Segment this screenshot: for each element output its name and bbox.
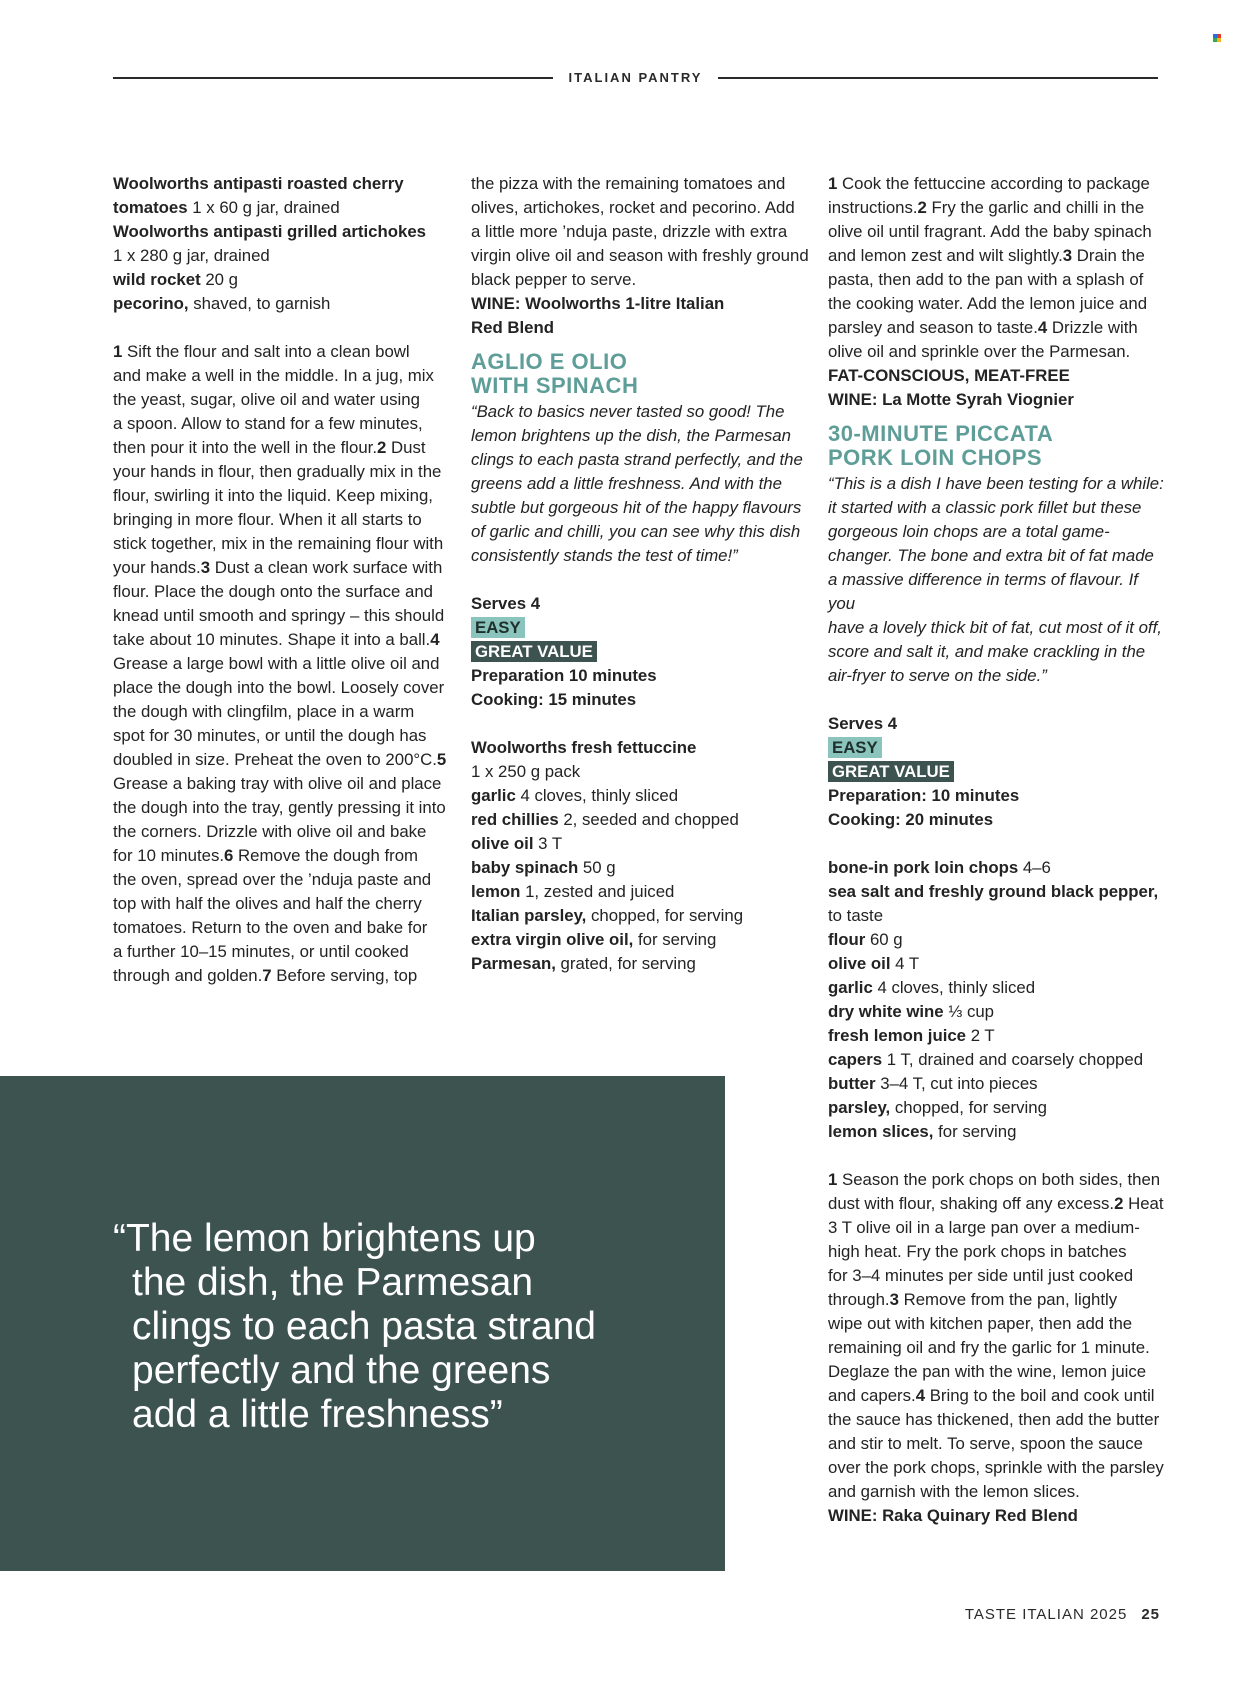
method-text: wipe out with kitchen paper, then add the: [828, 1314, 1133, 1333]
method-line: [113, 580, 453, 604]
method-text: Sift the flour and salt into a clean bowl: [122, 342, 410, 361]
recipe-title-piccata: 30-MINUTE PICCATA PORK LOIN CHOPS: [828, 421, 1054, 470]
recipe-title-aglio: AGLIO E OLIO WITH SPINACH: [471, 349, 639, 398]
intro-line: “Back to basics never tasted so good! The: [471, 402, 785, 421]
intro-line: clings to each pasta strand perfectly, and the: [471, 450, 803, 469]
step-number: 2: [917, 198, 927, 217]
easy-badge: EASY: [471, 617, 525, 638]
method-text: Season the pork chops on both sides, then: [837, 1170, 1161, 1189]
method-line: [828, 1384, 1168, 1408]
ingredient-line: [471, 784, 811, 808]
ingredient-quantity: 2 T: [966, 1026, 995, 1045]
method-text: Cook the fettuccine according to package: [837, 174, 1150, 193]
intro-line: air-fryer to serve on the side.”: [828, 666, 1047, 685]
ingredient-line: [471, 760, 811, 784]
pull-quote-line: add a little freshness”: [132, 1393, 503, 1436]
ingredient-name: lemon: [471, 882, 521, 901]
method-line: [113, 628, 453, 676]
method-text: Before serving, top: [271, 966, 418, 985]
method-text: the dough into the tray, gently pressing it into: [113, 798, 446, 817]
method-text: the corners. Drizzle with olive oil and bake: [113, 822, 427, 841]
ingredient-quantity: 50 g: [578, 858, 616, 877]
pull-quote: [113, 1217, 703, 1437]
method-line: [113, 532, 453, 556]
aglio-method: [828, 172, 1168, 364]
step-number: 4: [1037, 318, 1048, 337]
ingredient-name: lemon slices,: [828, 1122, 934, 1141]
method-line: [113, 916, 453, 940]
method-line: [113, 556, 453, 580]
ingredient-line: [113, 268, 453, 292]
ingredient-line: [828, 1072, 1168, 1096]
step-number: 3: [200, 558, 211, 577]
ingredient-name: olive oil: [828, 954, 891, 973]
method-text: for 3–4 minutes per side until just cooked: [828, 1266, 1134, 1285]
method-line: [828, 1192, 1168, 1216]
ingredient-quantity: 60 g: [865, 930, 903, 949]
column-3: [828, 172, 1168, 1528]
ingredient-line: [471, 952, 811, 976]
method-text: over the pork chops, sprinkle with the parsley: [828, 1458, 1164, 1477]
method-line: [113, 604, 453, 628]
piccata-wine: WINE: Raka Quinary Red Blend: [828, 1506, 1078, 1525]
aglio-cook-time: Cooking: 15 minutes: [471, 690, 637, 709]
method-text: knead until smooth and springy – this should: [113, 606, 445, 625]
method-line: [828, 196, 1168, 220]
method-line: [113, 508, 453, 532]
ingredient-name: baby spinach: [471, 858, 579, 877]
method-text: and stir to melt. To serve, spoon the sauce: [828, 1434, 1143, 1453]
brand-logo-icon: [1213, 34, 1221, 42]
intro-line: a massive difference in terms of flavour. If you: [828, 570, 1138, 613]
publication-name: TASTE ITALIAN 2025: [964, 1606, 1128, 1623]
intro-line: consistently stands the test of time!”: [471, 546, 738, 565]
ingredient-line: [113, 244, 453, 268]
ingredient-line: [471, 904, 811, 928]
method-text: for 10 minutes.: [113, 846, 224, 865]
aglio-wine: WINE: La Motte Syrah Viognier: [828, 390, 1074, 409]
piccata-method: [828, 1168, 1168, 1504]
method-line: [828, 244, 1168, 268]
intro-line: gorgeous loin chops are a total game-: [828, 522, 1110, 541]
method-text: a spoon. Allow to stand for a few minutes,: [113, 414, 423, 433]
method-text: Remove the dough from: [233, 846, 419, 865]
method-line: [113, 796, 453, 820]
ingredient-quantity: 1 x 60 g jar, drained: [187, 198, 340, 217]
piccata-ingredients-list: [828, 856, 1168, 1144]
method-line: [828, 172, 1168, 196]
method-text: parsley and season to taste.: [828, 318, 1038, 337]
ingredient-line: [113, 292, 453, 316]
ingredient-line: [828, 1000, 1168, 1024]
ingredient-line: [828, 1048, 1168, 1072]
ingredient-quantity: 1 x 250 g pack: [471, 762, 581, 781]
ingredient-line: [471, 808, 811, 832]
method-text: dust with flour, shaking off any excess.: [828, 1194, 1115, 1213]
pizza-method-continued: [471, 172, 811, 292]
ingredient-quantity: ⅓ cup: [943, 1002, 995, 1021]
method-text: the dough with clingfilm, place in a warm: [113, 702, 415, 721]
ingredient-line: [828, 1120, 1168, 1144]
ingredient-name: capers: [828, 1050, 883, 1069]
ingredient-quantity: shaved, to garnish: [188, 294, 331, 313]
method-text: take about 10 minutes. Shape it into a ball.: [113, 630, 431, 649]
intro-line: “This is a dish I have been testing for a while:: [828, 474, 1164, 493]
step-number: 4: [915, 1386, 926, 1405]
step-number: 7: [262, 966, 272, 985]
method-text: instructions.: [828, 198, 918, 217]
method-line: [828, 1432, 1168, 1456]
ingredient-line: [828, 1096, 1168, 1120]
column-1: [113, 172, 453, 988]
ingredient-quantity: 1, zested and juiced: [520, 882, 675, 901]
step-number: 3: [889, 1290, 899, 1309]
piccata-intro: [828, 472, 1168, 688]
method-line: [828, 1336, 1168, 1360]
pizza-wine-line2: Red Blend: [471, 318, 554, 337]
method-text: high heat. Fry the pork chops in batches: [828, 1242, 1127, 1261]
method-line: [828, 1408, 1168, 1432]
method-text: tomatoes. Return to the oven and bake for: [113, 918, 428, 937]
intro-line: have a lovely thick bit of fat, cut most of it off,: [828, 618, 1162, 637]
ingredient-quantity: 1 x 280 g jar, drained: [113, 246, 270, 265]
pull-quote-line: clings to each pasta strand: [132, 1305, 596, 1348]
method-line: [828, 316, 1168, 340]
ingredient-name: fresh lemon juice: [828, 1026, 967, 1045]
intro-line: greens add a little freshness. And with the: [471, 474, 782, 493]
method-text: Dust a clean work surface with: [210, 558, 443, 577]
ingredient-name: flour: [828, 930, 866, 949]
method-text: Dust: [386, 438, 426, 457]
ingredient-name: extra virgin olive oil,: [471, 930, 634, 949]
ingredient-line: [471, 880, 811, 904]
ingredient-name: sea salt and freshly ground black pepper,: [828, 882, 1159, 901]
method-line: [828, 1288, 1168, 1312]
method-text: through and golden.: [113, 966, 263, 985]
ingredient-line: [471, 928, 811, 952]
intro-line: changer. The bone and extra bit of fat made: [828, 546, 1154, 565]
section-title: ITALIAN PANTRY: [568, 70, 703, 85]
method-text: olive oil until fragrant. Add the baby spinach: [828, 222, 1152, 241]
method-line: [828, 1216, 1168, 1240]
great-value-badge: GREAT VALUE: [828, 761, 954, 782]
page-number: 25: [1141, 1606, 1160, 1623]
method-text: your hands in flour, then gradually mix in the: [113, 462, 442, 481]
method-line: [828, 1456, 1168, 1480]
easy-badge: EASY: [828, 737, 882, 758]
method-line: [113, 844, 453, 868]
ingredient-name: parsley,: [828, 1098, 891, 1117]
method-text: spot for 30 minutes, or until the dough has: [113, 726, 427, 745]
step-number: 1: [828, 174, 838, 193]
method-text: pasta, then add to the pan with a splash of: [828, 270, 1144, 289]
pizza-ingredients-list: [113, 172, 453, 316]
aglio-prep-time: Preparation 10 minutes: [471, 666, 657, 685]
ingredient-line: [471, 736, 811, 760]
ingredient-quantity: grated, for serving: [555, 954, 696, 973]
step-number: 4: [430, 630, 440, 649]
method-text: top with half the olives and half the cherry: [113, 894, 422, 913]
step-number: 1: [828, 1170, 838, 1189]
method-line: [113, 388, 453, 412]
method-line: the pizza with the remaining tomatoes and: [471, 174, 786, 193]
ingredient-line: [828, 928, 1168, 952]
method-text: Heat: [1123, 1194, 1164, 1213]
method-line: [828, 340, 1168, 364]
method-line: [828, 1168, 1168, 1192]
ingredient-line: [828, 856, 1168, 880]
ingredient-line: [471, 832, 811, 856]
ingredient-name: dry white wine: [828, 1002, 944, 1021]
method-line: [113, 964, 453, 988]
step-number: 2: [377, 438, 387, 457]
page-footer: [965, 1606, 1160, 1623]
ingredient-name: Woolworths antipasti roasted cherry: [113, 174, 404, 193]
ingredient-quantity: chopped, for serving: [890, 1098, 1047, 1117]
method-line: [828, 1480, 1168, 1504]
method-line: [828, 220, 1168, 244]
method-text: flour. Place the dough onto the surface and: [113, 582, 434, 601]
ingredient-line: [828, 904, 1168, 928]
method-line: [828, 1240, 1168, 1264]
ingredient-quantity: 4 cloves, thinly sliced: [515, 786, 679, 805]
method-line: [113, 724, 453, 748]
method-text: flour, swirling it into the liquid. Keep mixing,: [113, 486, 433, 505]
ingredient-quantity: 4–6: [1018, 858, 1051, 877]
ingredient-line: [113, 220, 453, 244]
method-text: olive oil and sprinkle over the Parmesan.: [828, 342, 1131, 361]
ingredient-line: [828, 880, 1168, 904]
header-rule-left: [113, 77, 553, 79]
method-text: through.: [828, 1290, 890, 1309]
ingredient-quantity: 20 g: [200, 270, 238, 289]
great-value-badge: GREAT VALUE: [471, 641, 597, 662]
ingredient-line: [471, 856, 811, 880]
method-line: [828, 1264, 1168, 1288]
ingredient-name: Italian parsley,: [471, 906, 587, 925]
method-text: stick together, mix in the remaining flour with: [113, 534, 444, 553]
method-text: then pour it into the well in the flour.: [113, 438, 378, 457]
ingredient-quantity: 4 cloves, thinly sliced: [872, 978, 1036, 997]
page-header: [113, 68, 1158, 88]
aglio-intro: [471, 400, 811, 568]
ingredient-quantity: 3 T: [533, 834, 563, 853]
method-line: [113, 436, 453, 460]
method-text: Deglaze the pan with the wine, lemon juice: [828, 1362, 1147, 1381]
method-line: olives, artichokes, rocket and pecorino. Add: [471, 198, 795, 217]
method-text: bringing in more flour. When it all starts to: [113, 510, 422, 529]
ingredient-name: Parmesan,: [471, 954, 556, 973]
method-text: a further 10–15 minutes, or until cooked: [113, 942, 409, 961]
step-number: 1: [113, 342, 123, 361]
ingredient-name: wild rocket: [113, 270, 201, 289]
ingredient-name: pecorino,: [113, 294, 189, 313]
pull-quote-line: perfectly and the greens: [132, 1349, 551, 1392]
method-line: [113, 460, 453, 484]
ingredient-quantity: chopped, for serving: [586, 906, 744, 925]
method-line: [113, 364, 453, 388]
piccata-cook-time: Cooking: 20 minutes: [828, 810, 994, 829]
method-text: Fry the garlic and chilli in the: [926, 198, 1145, 217]
intro-line: of garlic and chilli, you can see why this dish: [471, 522, 801, 541]
method-text: and lemon zest and wilt slightly.: [828, 246, 1063, 265]
method-line: [828, 292, 1168, 316]
ingredient-name: Woolworths fresh fettuccine: [471, 738, 697, 757]
method-line: [113, 868, 453, 892]
ingredient-name: red chillies: [471, 810, 559, 829]
ingredient-name: garlic: [471, 786, 516, 805]
method-text: Grease a large bowl with a little olive oil and: [113, 654, 440, 673]
method-line: virgin olive oil and season with freshly ground: [471, 246, 809, 265]
ingredient-name: butter: [828, 1074, 876, 1093]
pizza-wine-line1: WINE: Woolworths 1-litre Italian: [471, 294, 725, 313]
intro-line: score and salt it, and make crackling in the: [828, 642, 1146, 661]
intro-line: it started with a classic pork fillet but these: [828, 498, 1142, 517]
method-line: [113, 340, 453, 364]
method-text: the sauce has thickened, then add the butter: [828, 1410, 1160, 1429]
ingredient-quantity: for serving: [633, 930, 717, 949]
method-line: [113, 892, 453, 916]
intro-line: lemon brightens up the dish, the Parmesan: [471, 426, 791, 445]
step-number: 6: [224, 846, 234, 865]
method-line: [113, 412, 453, 436]
ingredient-quantity: for serving: [933, 1122, 1017, 1141]
method-line: a little more ’nduja paste, drizzle with extra: [471, 222, 788, 241]
method-line: black pepper to serve.: [471, 270, 637, 289]
step-number: 5: [436, 750, 447, 769]
method-text: Drizzle with: [1047, 318, 1138, 337]
method-text: Bring to the boil and cook until: [925, 1386, 1155, 1405]
step-number: 2: [1114, 1194, 1124, 1213]
pizza-method: [113, 340, 453, 988]
method-text: remaining oil and fry the garlic for 1 minute.: [828, 1338, 1150, 1357]
method-text: and garnish with the lemon slices.: [828, 1482, 1080, 1501]
method-text: Remove from the pan, lightly: [898, 1290, 1118, 1309]
method-line: [828, 1360, 1168, 1384]
piccata-serves: Serves 4: [828, 714, 898, 733]
ingredient-name: olive oil: [471, 834, 534, 853]
ingredient-quantity: 4 T: [890, 954, 920, 973]
method-line: [113, 676, 453, 700]
pull-quote-line: “The lemon brightens up: [113, 1217, 536, 1260]
ingredient-quantity: 2, seeded and chopped: [558, 810, 739, 829]
ingredient-line: [828, 952, 1168, 976]
intro-line: subtle but gorgeous hit of the happy flavours: [471, 498, 802, 517]
ingredient-name: tomatoes: [113, 198, 188, 217]
header-rule-right: [718, 77, 1158, 79]
method-text: 3 T olive oil in a large pan over a medium-: [828, 1218, 1140, 1237]
ingredient-line: [113, 196, 453, 220]
ingredient-line: [828, 1024, 1168, 1048]
method-text: and make a well in the middle. In a jug, mix: [113, 366, 434, 385]
piccata-prep-time: Preparation: 10 minutes: [828, 786, 1020, 805]
method-text: Drain the: [1072, 246, 1145, 265]
method-line: [828, 268, 1168, 292]
method-text: the yeast, sugar, olive oil and water using: [113, 390, 420, 409]
method-text: Grease a baking tray with olive oil and place: [113, 774, 442, 793]
method-line: [113, 820, 453, 844]
method-text: the cooking water. Add the lemon juice and: [828, 294, 1148, 313]
method-line: [113, 748, 453, 796]
aglio-ingredients-list: [471, 736, 811, 976]
ingredient-name: bone-in pork loin chops: [828, 858, 1019, 877]
pull-quote-line: the dish, the Parmesan: [132, 1261, 534, 1304]
step-number: 3: [1062, 246, 1073, 265]
ingredient-quantity: to taste: [828, 906, 884, 925]
method-text: the oven, spread over the ’nduja paste and: [113, 870, 432, 889]
ingredient-name: Woolworths antipasti grilled artichokes: [113, 222, 426, 241]
column-2: [471, 172, 811, 976]
ingredient-quantity: 3–4 T, cut into pieces: [875, 1074, 1038, 1093]
ingredient-line: [113, 172, 453, 196]
ingredient-name: garlic: [828, 978, 873, 997]
method-line: [828, 1312, 1168, 1336]
method-line: [113, 700, 453, 724]
ingredient-line: [828, 976, 1168, 1000]
method-line: [113, 940, 453, 964]
aglio-serves: Serves 4: [471, 594, 541, 613]
method-text: place the dough into the bowl. Loosely cover: [113, 678, 445, 697]
ingredient-quantity: 1 T, drained and coarsely chopped: [882, 1050, 1144, 1069]
method-text: your hands.: [113, 558, 201, 577]
aglio-dietary: FAT-CONSCIOUS, MEAT-FREE: [828, 366, 1070, 385]
method-line: [113, 484, 453, 508]
method-text: doubled in size. Preheat the oven to 200°C.: [113, 750, 437, 769]
method-text: and capers.: [828, 1386, 916, 1405]
